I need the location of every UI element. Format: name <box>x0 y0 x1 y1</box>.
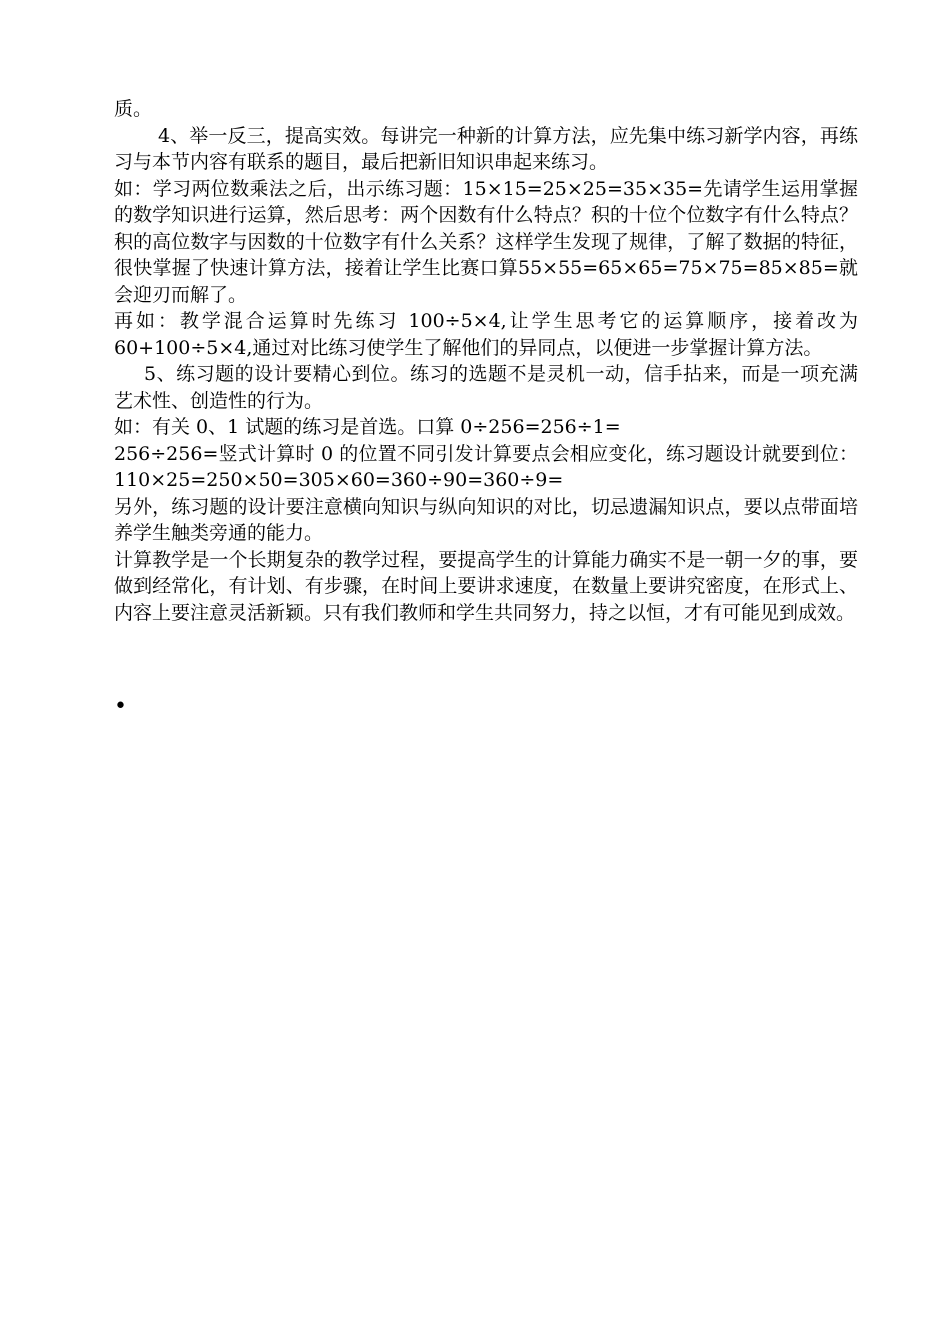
paragraph-continuation: 质。 <box>114 98 153 120</box>
paragraph-example-mixed-operations: 再如：教学混合运算时先练习 100÷5×4,让学生思考它的运算顺序，接着改为60+100÷5×4,通过对比练习使学生了解他们的异同点，以便进一步掌握计算方法。 <box>114 310 858 359</box>
document-body <box>114 96 858 626</box>
paragraph-conclusion: 计算教学是一个长期复杂的教学过程，要提高学生的计算能力确实不是一朝一夕的事，要做到经常化，有计划、有步骤，在时间上要讲求速度，在数量上要讲究密度，在形式上、内容上要注意灵活新颖。只有我们教师和学生共同努力，持之以恒，才有可能见到成效。 <box>114 548 858 624</box>
paragraph-example-vertical-calc: 256÷256=竖式计算时 0 的位置不同引发计算要点会相应变化，练习题设计就要到位：110×25=250×50=305×60=360÷90=360÷9= <box>114 442 858 491</box>
paragraph-point-4: 4、举一反三，提高实效。每讲完一种新的计算方法，应先集中练习新学内容，再练习与本节内容有联系的题目，最后把新旧知识串起来练习。 <box>114 124 858 173</box>
paragraph-example-zero-one: 如：有关 0、1 试题的练习是首选。口算 0÷256=256÷1= <box>114 416 621 438</box>
bullet-mark: • <box>114 694 127 719</box>
paragraph-example-multiplication: 如：学习两位数乘法之后，出示练习题：15×15=25×25=35×35=先请学生运用掌握的数学知识进行运算，然后思考：两个因数有什么特点？积的十位个位数字有什么特点？积的高位数字与因数的十位数字有什么关系？这样学生发现了规律，了解了数据的特征，很快掌握了快速计算方法，接着让学生比赛口算55×55=65×65=75×75=85×85=就会迎刃而解了。 <box>114 177 858 306</box>
paragraph-additional-note: 另外，练习题的设计要注意横向知识与纵向知识的对比，切忌遗漏知识点，要以点带面培养学生触类旁通的能力。 <box>114 495 858 544</box>
paragraph-point-5: 5、练习题的设计要精心到位。练习的选题不是灵机一动，信手拈来，而是一项充满艺术性、创造性的行为。 <box>114 363 858 412</box>
